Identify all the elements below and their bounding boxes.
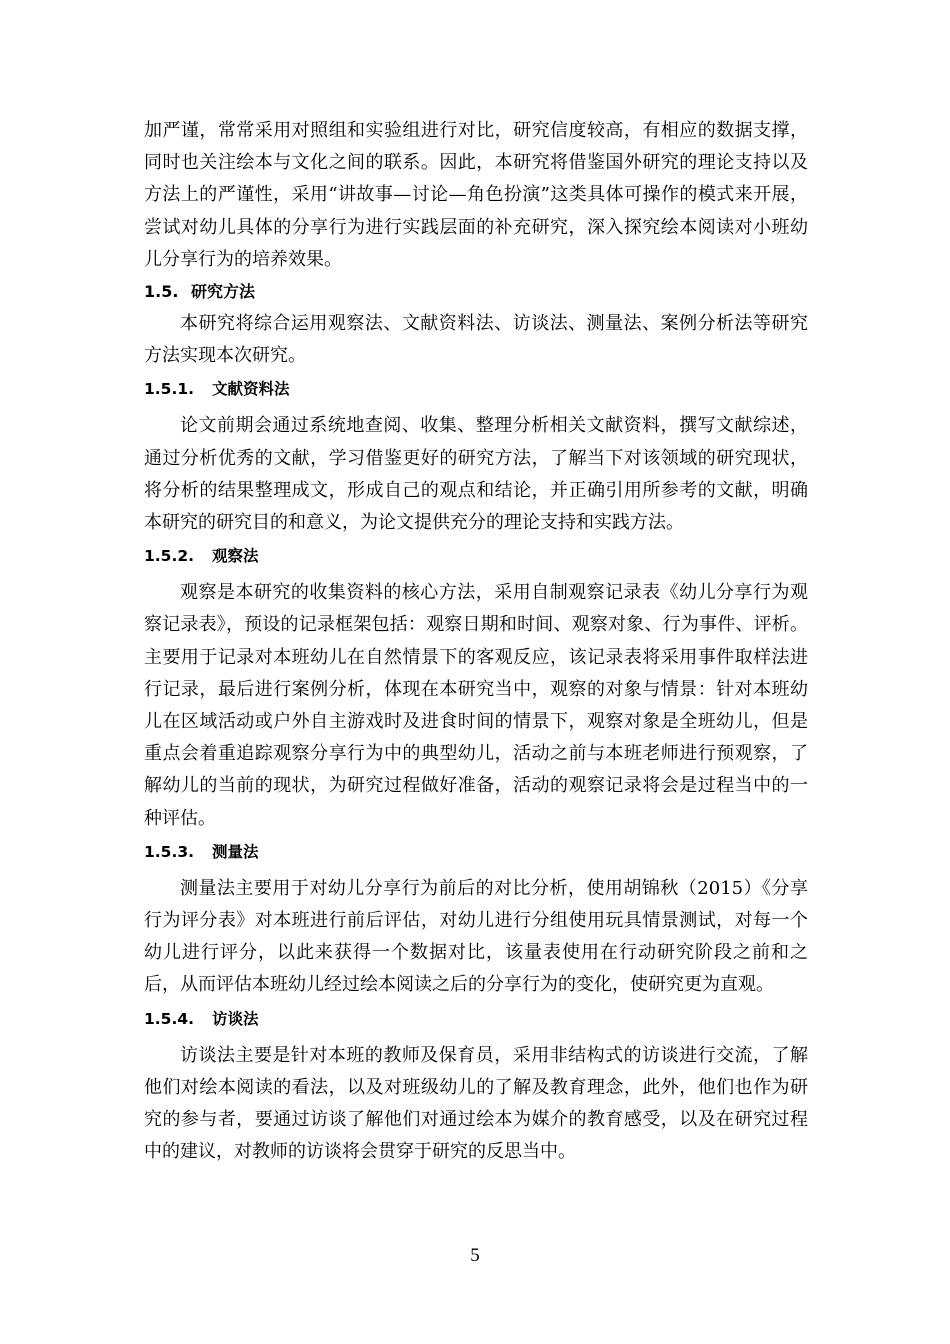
heading-1-5-3 (144, 835, 808, 873)
paragraph-1-5-2: 观察是本研究的收集资料的核心方法，采用自制观察记录表《幼儿分享行为观察记录表》，预设的记录框架包括：观察日期和时间、观察对象、行为事件、评析。主要用于记录对本班幼儿在自然情景下的客观反应，该记录表将采用事件取样法进行记录，最后进行案例分析，体现在本研究当中，观察的对象与情景：针对本班幼儿在区域活动或户外自主游戏时及进食时间的情景下，观察对象是全班幼儿，但是重点会着重追踪观察分享行为中的典型幼儿，活动之前与本班老师进行预观察，了解幼儿的当前的现状，为研究过程做好准备，活动的观察记录将会是过程当中的一种评估。 (144, 582, 808, 829)
heading-title: 访谈法 (212, 1009, 259, 1028)
heading-title: 测量法 (212, 842, 259, 861)
heading-title: 文献资料法 (212, 380, 290, 399)
paragraph-1-5-1: 论文前期会通过系统地查阅、收集、整理分析相关文献资料，撰写文献综述，通过分析优秀的文献，学习借鉴更好的研究方法，了解当下对该领域的研究现状，将分析的结果整理成文，形成自己的观点和结论，并正确引用所参考的文献，明确本研究的研究目的和意义，为论文提供充分的理论支持和实践方法。 (144, 415, 808, 534)
heading-title: 观察法 (212, 547, 259, 566)
heading-number: 1.5.1. (144, 380, 195, 399)
paragraph-1-5-4: 访谈法主要是针对本班的教师及保育员，采用非结构式的访谈进行交流，了解他们对绘本阅读的看法，以及对班级幼儿的了解及教育理念，此外，他们也作为研究的参与者，要通过访谈了解他们对通过绘本为媒介的教育感受，以及在研究过程中的建议，对教师的访谈将会贯穿于研究的反思当中。 (144, 1044, 808, 1163)
paragraph-1-5-3: 测量法主要用于对幼儿分享行为前后的对比分析，使用胡锦秋（2015）《分享行为评分表》对本班进行前后评估，对幼儿进行分组使用玩具情景测试，对每一个幼儿进行评分，以此来获得一个数据对比，该量表使用在行动研究阶段之前和之后，从而评估本班幼儿经过绘本阅读之后的分享行为的变化，使研究更为直观。 (144, 877, 808, 996)
heading-number: 1.5. (144, 282, 179, 302)
heading-number: 1.5.2. (144, 547, 195, 566)
heading-1-5-2 (144, 539, 808, 577)
paragraph-1-5: 本研究将综合运用观察法、文献资料法、访谈法、测量法、案例分析法等研究方法实现本次研究。 (144, 313, 808, 367)
heading-1-5-1 (144, 372, 808, 410)
page-number: 5 (470, 1245, 480, 1266)
paragraph-intro: 加严谨，常常采用对照组和实验组进行对比，研究信度较高，有相应的数据支撑，同时也关注绘本与文化之间的联系。因此，本研究将借鉴国外研究的理论支持以及方法上的严谨性，采用“讲故事—讨论—角色扮演”这类具体可操作的模式来开展，尝试对幼儿具体的分享行为进行实践层面的补充研究，深入探究绘本阅读对小班幼儿分享行为的培养效果。 (144, 120, 808, 270)
page-body (144, 115, 808, 1168)
heading-1-5-4 (144, 1002, 808, 1040)
heading-number: 1.5.4. (144, 1009, 195, 1028)
heading-title: 研究方法 (191, 282, 256, 302)
heading-1-5 (144, 276, 808, 308)
heading-number: 1.5.3. (144, 842, 195, 861)
